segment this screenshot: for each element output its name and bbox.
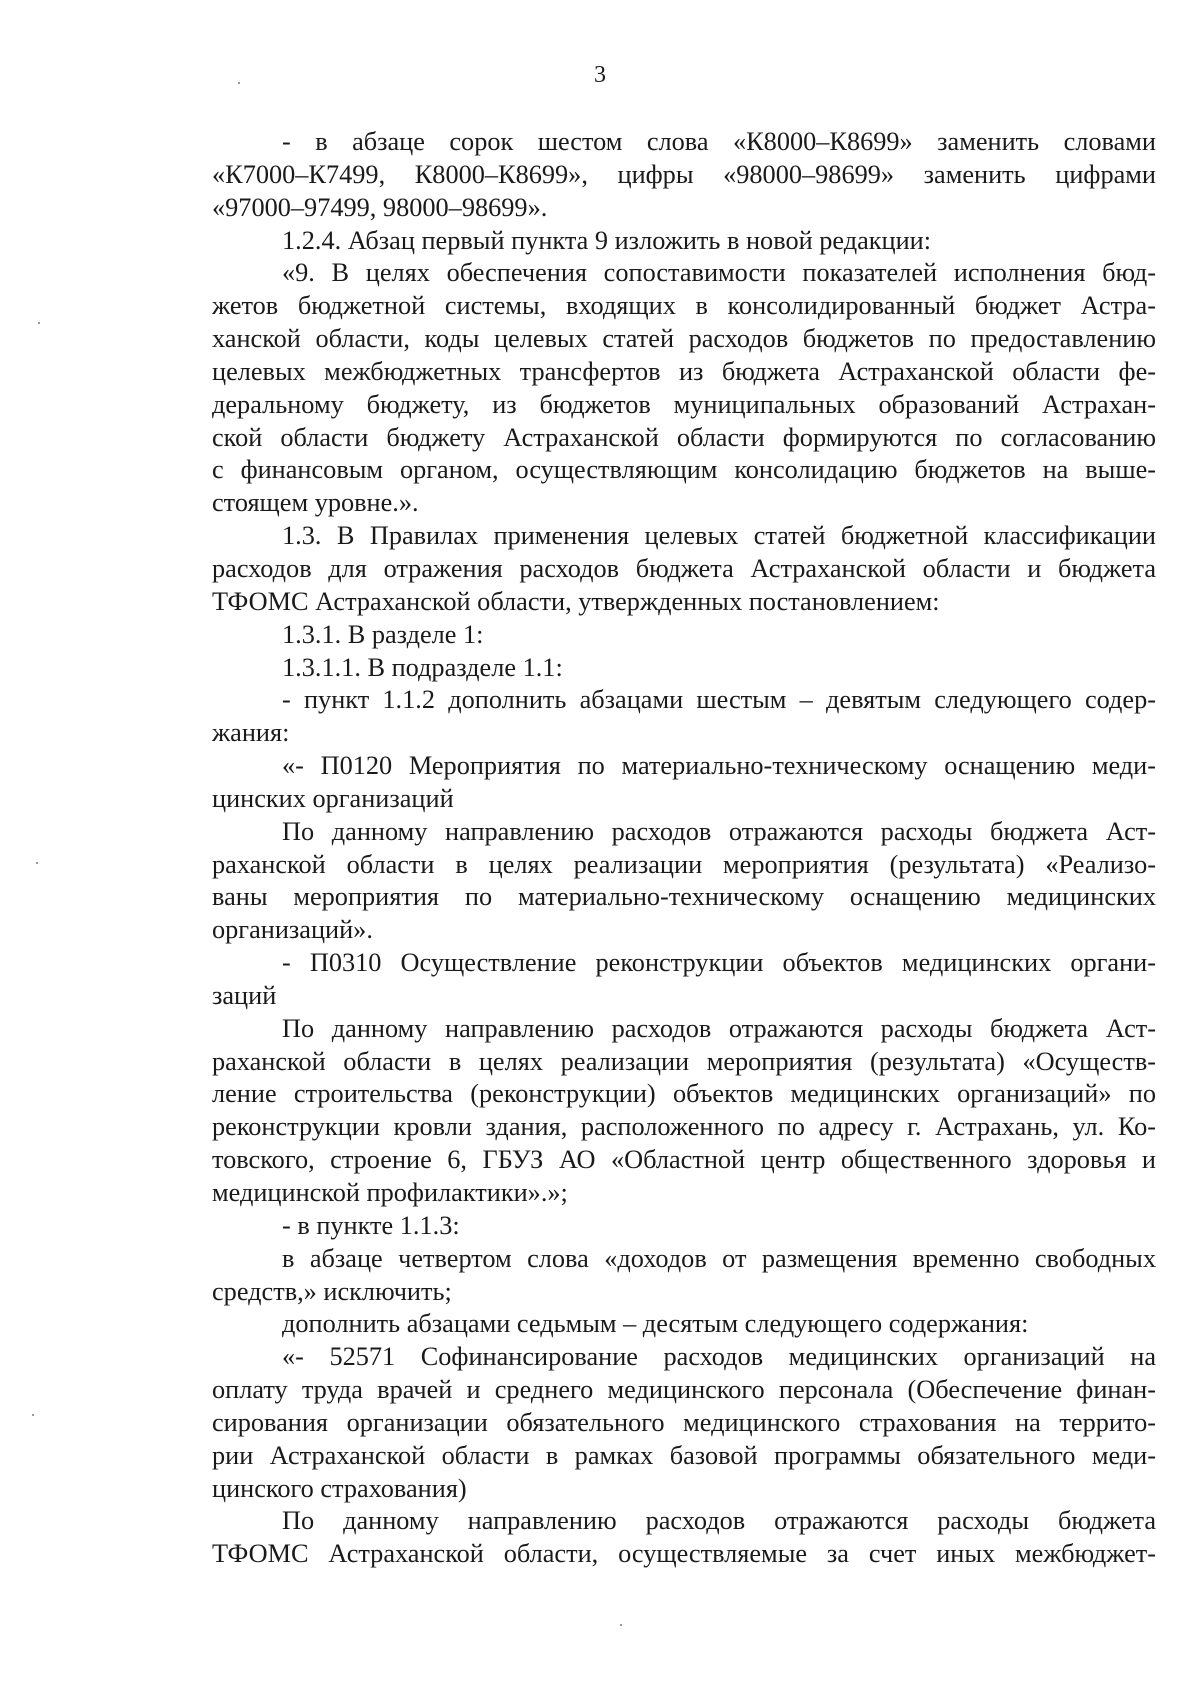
text-line: оплату труда врачей и среднего медицинского персонала (Обеспечение финан- (212, 1375, 1156, 1405)
text-line: ТФОМС Астраханской области, осуществляемые за счет иных межбюджет- (212, 1539, 1156, 1569)
text-line: - в абзаце сорок шестом слова «К8000–К8699» заменить словами (282, 127, 1156, 156)
text-line: По данному направлению расходов отражаются расходы бюджета (282, 1506, 1156, 1536)
text-line: 1.3. В Правилах применения целевых статей бюджетной классификации (282, 521, 1156, 551)
scan-speck (38, 322, 40, 324)
scan-speck (32, 1414, 34, 1416)
page-number: 3 (594, 62, 606, 88)
text-line: целевых межбюджетных трансфертов из бюджета Астраханской области фе- (212, 356, 1156, 386)
text-line: сирования организации обязательного медицинского страхования на террито- (212, 1407, 1156, 1437)
text-line: в абзаце четвертом слова «доходов от размещения временно свободных (282, 1243, 1156, 1273)
scan-speck (620, 1624, 622, 1626)
text-line: дополнить абзацами седьмым – десятым следующего содержания: (282, 1309, 1029, 1339)
text-line: раханской области в целях реализации мероприятия (результата) «Осуществ- (212, 1046, 1156, 1076)
text-line: «- П0120 Мероприятия по материально-техническому оснащению меди- (282, 751, 1156, 781)
text-line: медицинской профилактики».»; (212, 1178, 568, 1207)
text-line: средств,» исключить; (212, 1276, 452, 1306)
text-line: организаций». (212, 915, 373, 945)
text-line: жетов бюджетной системы, входящих в консолидированный бюджет Астра- (212, 291, 1156, 321)
text-line: - П0310 Осуществление реконструкции объектов медицинских органи- (282, 948, 1156, 978)
text-line: цинских организаций (212, 783, 454, 813)
text-line: 1.3.1. В разделе 1: (282, 619, 484, 649)
document-body (212, 126, 1156, 1571)
text-line: «К7000–К7499, К8000–К8699», цифры «98000–98699» заменить цифрами (212, 159, 1156, 189)
text-line: реконструкции кровли здания, расположенного по адресу г. Астрахань, ул. Ко- (212, 1112, 1156, 1142)
text-line: раханской области в целях реализации мероприятия (результата) «Реализо- (212, 849, 1156, 879)
text-line: 1.2.4. Абзац первый пункта 9 изложить в новой редакции: (282, 225, 932, 255)
text-line: деральному бюджету, из бюджетов муниципальных образований Астрахан- (212, 389, 1156, 419)
text-line: ТФОМС Астраханской области, утвержденных постановлением: (212, 586, 940, 616)
text-line: ление строительства (реконструкции) объектов медицинских организаций» по (212, 1079, 1156, 1109)
text-line: цинского страхования) (212, 1473, 467, 1503)
text-line: 1.3.1.1. В подразделе 1.1: (282, 652, 563, 682)
text-line: с финансовым органом, осуществляющим консолидацию бюджетов на выше- (212, 455, 1156, 485)
scan-speck (238, 82, 240, 84)
text-line: «- 52571 Софинансирование расходов медицинских организаций на (282, 1342, 1156, 1372)
text-line: - пункт 1.1.2 дополнить абзацами шестым – девятым следующего содер- (282, 685, 1156, 715)
text-line: По данному направлению расходов отражаются расходы бюджета Аст- (282, 816, 1156, 846)
text-line: рии Астраханской области в рамках базовой программы обязательного меди- (212, 1440, 1156, 1470)
text-line: ханской области, коды целевых статей расходов бюджетов по предоставлению (212, 324, 1156, 354)
text-line: расходов для отражения расходов бюджета Астраханской области и бюджета (212, 553, 1156, 583)
text-line: ской области бюджету Астраханской области формируются по согласованию (212, 422, 1156, 452)
text-line: заций (212, 980, 277, 1010)
text-line: «9. В целях обеспечения сопоставимости показателей исполнения бюд- (282, 258, 1156, 288)
text-line: жания: (212, 718, 290, 748)
scan-speck (36, 862, 38, 864)
text-line: товского, строение 6, ГБУЗ АО «Областной центр общественного здоровья и (212, 1145, 1156, 1175)
text-line: ваны мероприятия по материально-техническому оснащению медицинских (212, 882, 1156, 912)
text-line: - в пункте 1.1.3: (282, 1210, 460, 1240)
text-line: «97000–97499, 98000–98699». (212, 192, 548, 222)
text-line: стоящем уровне.». (212, 488, 419, 518)
text-line: По данному направлению расходов отражаются расходы бюджета Аст- (282, 1013, 1156, 1043)
